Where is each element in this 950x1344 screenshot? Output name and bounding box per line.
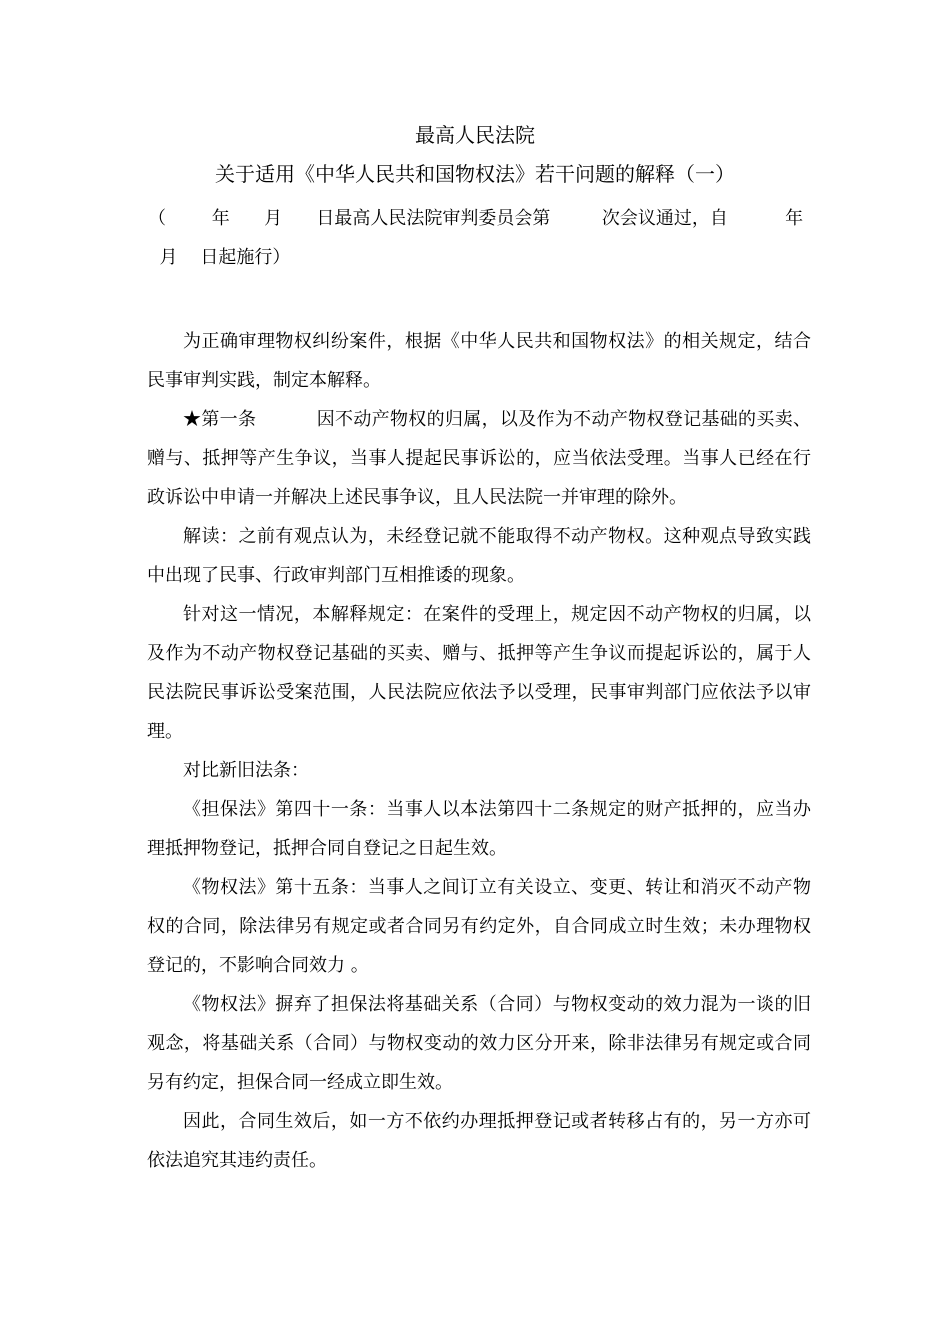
article-1-paragraph [147,400,811,517]
conclusion-paragraph: 因此，合同生效后，如一方不依约办理抵押登记或者转移占有的，另一方亦可依法追究其违约责任。 [147,1111,811,1171]
preamble-paragraph: 为正确审理物权纠纷案件，根据《中华人民共和国物权法》的相关规定，结合民事审判实践，制定本解释。 [147,331,811,391]
article-1-label: ★第一条 [183,409,257,430]
court-name: 最高人民法院 [415,123,535,147]
interpretation-paragraph: 解读：之前有观点认为，未经登记就不能取得不动产物权。这种观点导致实践中出现了民事、行政审判部门互相推诿的现象。 [147,526,811,586]
comparison-heading: 对比新旧法条： [183,760,309,781]
document-title: 关于适用《中华人民共和国物权法》若干问题的解释（一） [215,162,735,186]
adoption-note-line1: （ 年 月 日最高人民法院审判委员会第 次会议通过，自 年 [148,208,804,229]
response-paragraph: 针对这一情况，本解释规定：在案件的受理上，规定因不动产物权的归属，以及作为不动产物权登记基础的买卖、赠与、抵押等产生争议而提起诉讼的，属于人民法院民事诉讼受案范围，人民法院应依法予以受理，民事审判部门应依法予以审理。 [147,604,811,742]
adoption-note-line2: 月 日起施行） [148,247,291,268]
document-body [147,322,811,1180]
guarantee-law-paragraph: 《担保法》第四十一条：当事人以本法第四十二条规定的财产抵押的，应当办理抵押物登记，抵押合同自登记之日起生效。 [147,799,811,859]
property-law-paragraph: 《物权法》第十五条：当事人之间订立有关设立、变更、转让和消灭不动产物权的合同，除法律另有规定或者合同另有约定外，自合同成立时生效；未办理物权登记的，不影响合同效力 。 [147,877,811,976]
analysis-paragraph: 《物权法》摒弃了担保法将基础关系（合同）与物权变动的效力混为一谈的旧观念，将基础关系（合同）与物权变动的效力区分开来，除非法律另有规定或合同另有约定，担保合同一经成立即生效。 [147,994,811,1093]
article-1-text: 因不动产物权的归属，以及作为不动产物权登记基础的买卖、赠与、抵押等产生争议，当事人提起民事诉讼的，应当依法受理。当事人已经在行政诉讼中申请一并解决上述民事争议，且人民法院一并审理的除外。 [147,409,812,508]
